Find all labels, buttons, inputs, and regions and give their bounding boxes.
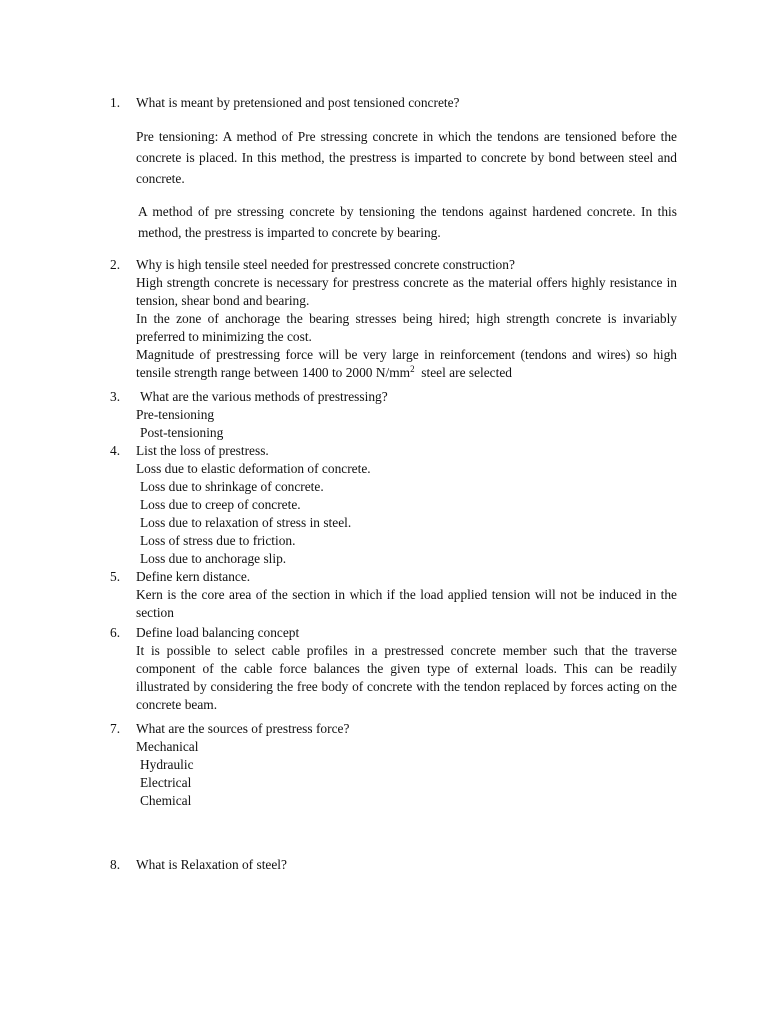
answer-line: Chemical xyxy=(140,793,192,808)
answer-line: Mechanical xyxy=(136,739,199,754)
answer-line: Loss of stress due to friction. xyxy=(140,533,296,548)
answer-5 xyxy=(136,586,677,622)
question-number: 5. xyxy=(110,569,121,584)
question-number: 3. xyxy=(110,389,121,404)
answer-line: Loss due to creep of concrete. xyxy=(140,497,301,512)
question-text: Define load balancing concept xyxy=(136,625,300,640)
question-text: Define kern distance. xyxy=(136,569,251,584)
answer-line: Loss due to shrinkage of concrete. xyxy=(140,479,324,494)
question-text: What are the various methods of prestressing? xyxy=(140,389,388,404)
answer-4 xyxy=(136,460,677,568)
question-number: 8. xyxy=(110,857,121,872)
answer-line: Post-tensioning xyxy=(140,425,224,440)
answer-paragraph: It is possible to select cable profiles in a prestressed concrete member such that the traverse component of the cable force balances the given type of external loads. This can be readily illustrated by considering the free body of concrete with the tendon replaced by forces acting on the concrete beam. xyxy=(136,643,677,712)
answer-paragraph: A method of pre stressing concrete by tensioning the tendons against hardened concrete. In this method, the prestress is imparted to concrete by bearing. xyxy=(138,204,677,240)
question-text: What is Relaxation of steel? xyxy=(136,857,287,872)
question-text: What is meant by pretensioned and post tensioned concrete? xyxy=(136,95,460,110)
answer-text: steel are selected xyxy=(421,365,512,380)
answer-text: Magnitude of prestressing force will be very large in reinforcement (tendons and wires) so high tensile strength range between 1400 to 2000 N/mm xyxy=(136,347,677,380)
answer-3 xyxy=(136,406,677,442)
answer-line: Loss due to anchorage slip. xyxy=(140,551,287,566)
answer-7 xyxy=(136,738,677,810)
question-text: List the loss of prestress. xyxy=(136,443,269,458)
question-text: Why is high tensile steel needed for prestressed concrete construction? xyxy=(136,257,515,272)
answer-line: Electrical xyxy=(140,775,192,790)
question-number: 1. xyxy=(110,95,121,110)
answer-paragraph: High strength concrete is necessary for prestress concrete as the material offers highly resistance in tension, shear bond and bearing. xyxy=(136,275,677,308)
question-number: 4. xyxy=(110,443,121,458)
answer-paragraph xyxy=(136,346,677,382)
answer-line: Loss due to elastic deformation of concrete. xyxy=(136,461,371,476)
question-number: 2. xyxy=(110,257,121,272)
answer-paragraph: Pre tensioning: A method of Pre stressing concrete in which the tendons are tensioned before the concrete is placed. In this method, the prestress is imparted to concrete by bond between steel and concrete. xyxy=(136,129,677,186)
answer-2 xyxy=(136,274,677,382)
answer-line: Pre-tensioning xyxy=(136,407,215,422)
question-text: What are the sources of prestress force? xyxy=(136,721,350,736)
answer-6 xyxy=(136,642,677,714)
question-number: 7. xyxy=(110,721,121,736)
answer-1b xyxy=(138,201,677,243)
superscript: 2 xyxy=(410,364,415,374)
answer-1a xyxy=(136,126,677,189)
answer-paragraph: Kern is the core area of the section in which if the load applied tension will not be induced in the section xyxy=(136,587,677,620)
question-number: 6. xyxy=(110,625,121,640)
answer-paragraph: In the zone of anchorage the bearing stresses being hired; high strength concrete is invariably preferred to minimizing the cost. xyxy=(136,311,677,344)
answer-line: Hydraulic xyxy=(140,757,194,772)
answer-line: Loss due to relaxation of stress in steel. xyxy=(140,515,352,530)
